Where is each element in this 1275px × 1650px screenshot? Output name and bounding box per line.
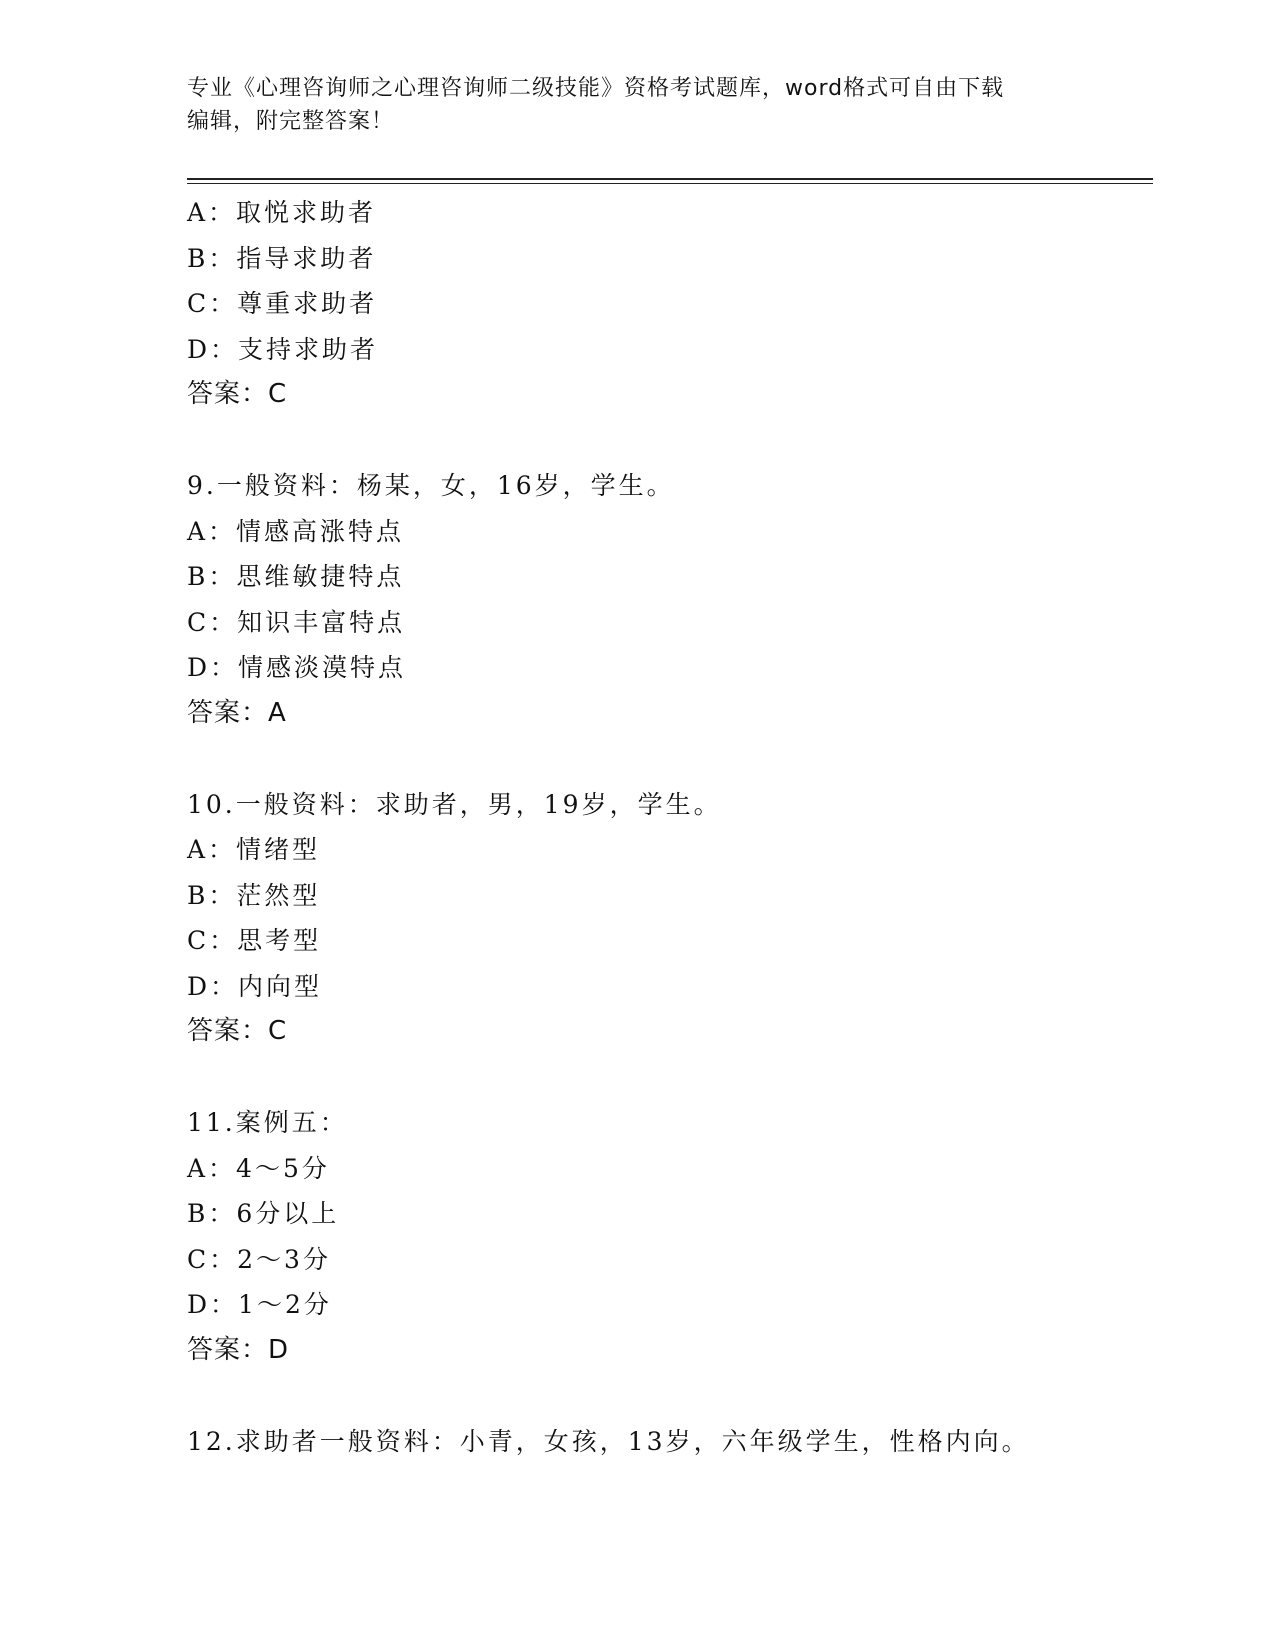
question-block-10 <box>187 782 1147 1055</box>
question-block-12 <box>187 1419 1147 1465</box>
question-block-8 <box>187 190 1147 418</box>
question-title: 12.求助者一般资料：小青，女孩，13岁，六年级学生，性格内向。 <box>187 1426 1030 1456</box>
answer-line: 答案：A <box>187 697 287 728</box>
question-block-11 <box>187 1100 1147 1373</box>
option-d: D：内向型 <box>187 971 323 1001</box>
option-b: B：茫然型 <box>187 880 321 910</box>
option-a: A：情感高涨特点 <box>187 516 405 546</box>
answer-line: 答案：C <box>187 1016 288 1046</box>
header-divider-thin <box>187 183 1153 184</box>
option-a: A：4～5分 <box>187 1153 330 1183</box>
header-divider-thick <box>187 178 1153 180</box>
option-b: B：思维敏捷特点 <box>187 562 405 591</box>
option-b: B：指导求助者 <box>187 243 377 273</box>
answer-line: 答案：C <box>187 379 288 409</box>
option-c: C：思考型 <box>187 926 322 955</box>
question-list <box>187 190 1147 1464</box>
option-b: B：6分以上 <box>187 1199 340 1228</box>
option-d: D：情感淡漠特点 <box>187 653 407 682</box>
option-c: C：尊重求助者 <box>187 289 378 318</box>
question-title: 11.案例五： <box>187 1108 348 1137</box>
header-line-1: 专业《心理咨询师之心理咨询师二级技能》资格考试题库，word格式可自由下载 <box>187 76 1005 101</box>
question-block-9 <box>187 463 1147 736</box>
option-d: D：支持求助者 <box>187 334 379 364</box>
question-title: 10.一般资料：求助者，男，19岁，学生。 <box>187 789 722 819</box>
option-c: C：2～3分 <box>187 1244 331 1274</box>
option-d: D：1～2分 <box>187 1290 332 1319</box>
option-a: A：取悦求助者 <box>187 198 377 227</box>
header-line-2: 编辑，附完整答案！ <box>187 109 395 134</box>
option-a: A：情绪型 <box>187 835 321 864</box>
option-c: C：知识丰富特点 <box>187 607 406 637</box>
document-header <box>187 72 1067 138</box>
question-title: 9.一般资料：杨某，女，16岁，学生。 <box>187 471 675 500</box>
answer-line: 答案：D <box>187 1334 290 1365</box>
